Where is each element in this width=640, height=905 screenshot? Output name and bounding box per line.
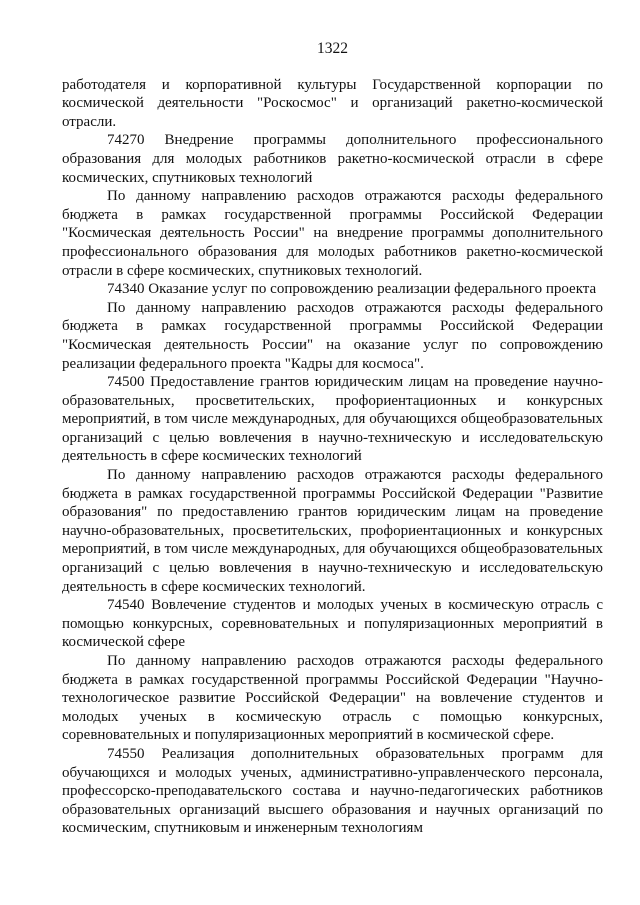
paragraph-heading-74270: 74270 Внедрение программы дополнительного профессионального образования для молодых работников ракетно-космической отрасли в сфере космических, спутниковых технологий [62, 132, 603, 186]
page-number: 1322 [317, 40, 348, 57]
paragraph-heading-74540: 74540 Вовлечение студентов и молодых ученых в космическую отрасль с помощью конкурсных, соревновательных и популяризационных мероприятий в космической сфере [62, 597, 603, 651]
paragraph-continuation: работодателя и корпоративной культуры Государственной корпорации по космической деятельности "Роскосмос" и организаций ракетно-космической отрасли. [62, 76, 603, 130]
paragraph-heading-74500: 74500 Предоставление грантов юридическим лицам на проведение научно-образовательных, просветительских, профориентационных и конкурсных мероприятий, в том числе международных, для обучающихся общеобразовательных организаций с целью вовлечения в научно-техническую и исследовательскую деятельность в сфере космических технологий [62, 374, 603, 465]
paragraph-heading-74340: 74340 Оказание услуг по сопровождению реализации федерального проекта [107, 281, 597, 298]
paragraph-body: По данному направлению расходов отражаются расходы федерального бюджета в рамках государственной программы Российской Федерации "Космическая деятельность России" на внедрение программы дополнительного профессионального образования для молодых работников ракетно-космической отрасли в сфере космических, спутниковых технологий. [62, 188, 603, 279]
paragraph-body: По данному направлению расходов отражаются расходы федерального бюджета в рамках государственной программы Российской Федерации "Научно-технологическое развитие Российской Федерации" на вовлечение студентов и молодых ученых в космическую отрасль с помощью конкурсных, соревновательных и популяризационных мероприятий в космической сфере. [62, 653, 603, 744]
paragraph-body: По данному направлению расходов отражаются расходы федерального бюджета в рамках государственной программы Российской Федерации "Космическая деятельность России" на оказание услуг по сопровождению реализации федерального проекта "Кадры для космоса". [62, 299, 603, 372]
paragraph-heading-74550: 74550 Реализация дополнительных образовательных программ для обучающихся и молодых ученых, административно-управленческого персонала, профессорско-преподавательского состава и научно-педагогических работников образовательных организаций высшего образования и научных организаций по космическим, спутниковым и инженерным технологиям [62, 745, 603, 837]
paragraph-body: По данному направлению расходов отражаются расходы федерального бюджета в рамках государственной программы Российской Федерации "Развитие образования" по предоставлению грантов юридическим лицам на проведение научно-образовательных, просветительских, профориентационных и конкурсных мероприятий, в том числе международных, для обучающихся общеобразовательных организаций с целью вовлечения в научно-техническую и исследовательскую деятельность в сфере космических технологий. [62, 467, 603, 595]
